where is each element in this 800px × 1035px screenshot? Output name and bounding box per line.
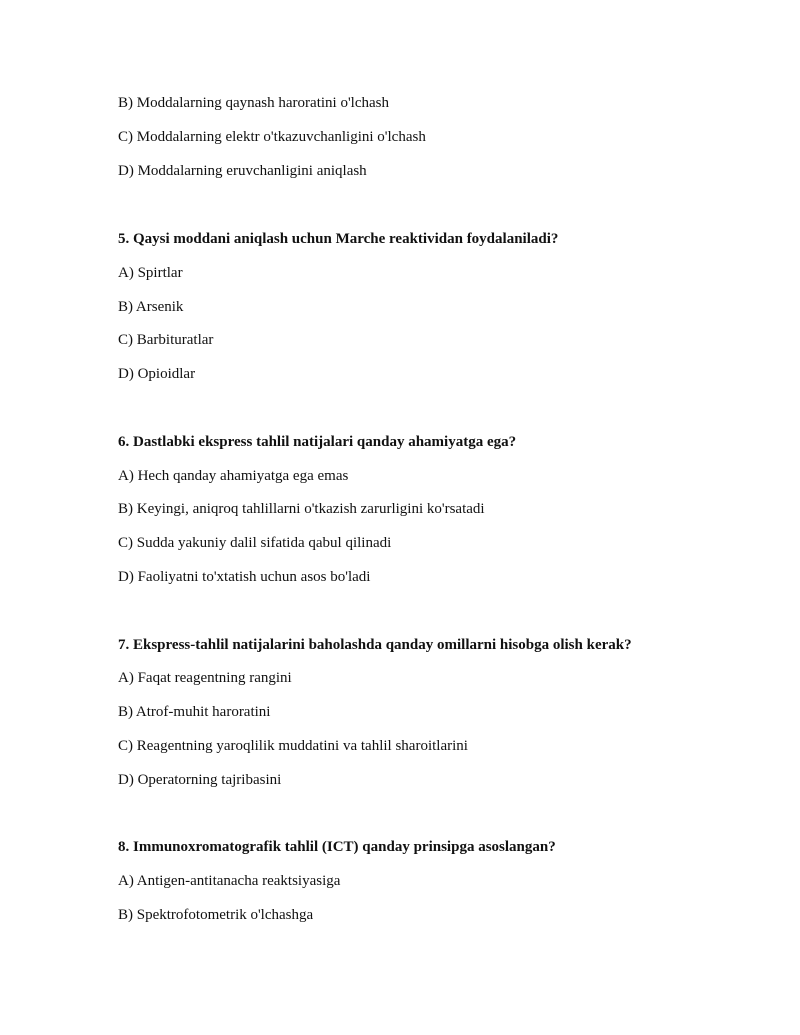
option-6c: C) Sudda yakuniy dalil sifatida qabul qilinadi [118, 535, 392, 551]
option-6b: B) Keyingi, aniqroq tahlillarni o'tkazish zarurligini ko'rsatadi [118, 501, 485, 517]
option-7c: C) Reagentning yaroqlilik muddatini va tahlil sharoitlarini [118, 738, 468, 754]
option-5a: A) Spirtlar [118, 265, 183, 281]
option-7d: D) Operatorning tajribasini [118, 772, 282, 788]
option-4d: D) Moddalarning eruvchanligini aniqlash [118, 163, 367, 179]
question-5: 5. Qaysi moddani aniqlash uchun Marche reaktividan foydalaniladi? [118, 231, 559, 247]
option-5d: D) Opioidlar [118, 366, 196, 382]
option-5b: B) Arsenik [118, 299, 184, 315]
question-8: 8. Immunoxromatografik tahlil (ICT) qanday prinsipga asoslangan? [118, 839, 556, 855]
option-7b: B) Atrof-muhit haroratini [118, 704, 271, 720]
question-6: 6. Dastlabki ekspress tahlil natijalari qanday ahamiyatga ega? [118, 434, 517, 450]
option-5c: C) Barbituratlar [118, 332, 214, 348]
option-8a: A) Antigen-antitanacha reaktsiyasiga [118, 873, 341, 889]
option-8b: B) Spektrofotometrik o'lchashga [118, 907, 314, 923]
option-6a: A) Hech qanday ahamiyatga ega emas [118, 468, 349, 484]
question-7: 7. Ekspress-tahlil natijalarini baholashda qanday omillarni hisobga olish kerak? [118, 637, 632, 653]
option-6d: D) Faoliyatni to'xtatish uchun asos bo'ladi [118, 569, 371, 585]
option-4c: C) Moddalarning elektr o'tkazuvchanligini o'lchash [118, 129, 426, 145]
option-4b: B) Moddalarning qaynash haroratini o'lchash [118, 95, 389, 111]
option-7a: A) Faqat reagentning rangini [118, 670, 292, 686]
